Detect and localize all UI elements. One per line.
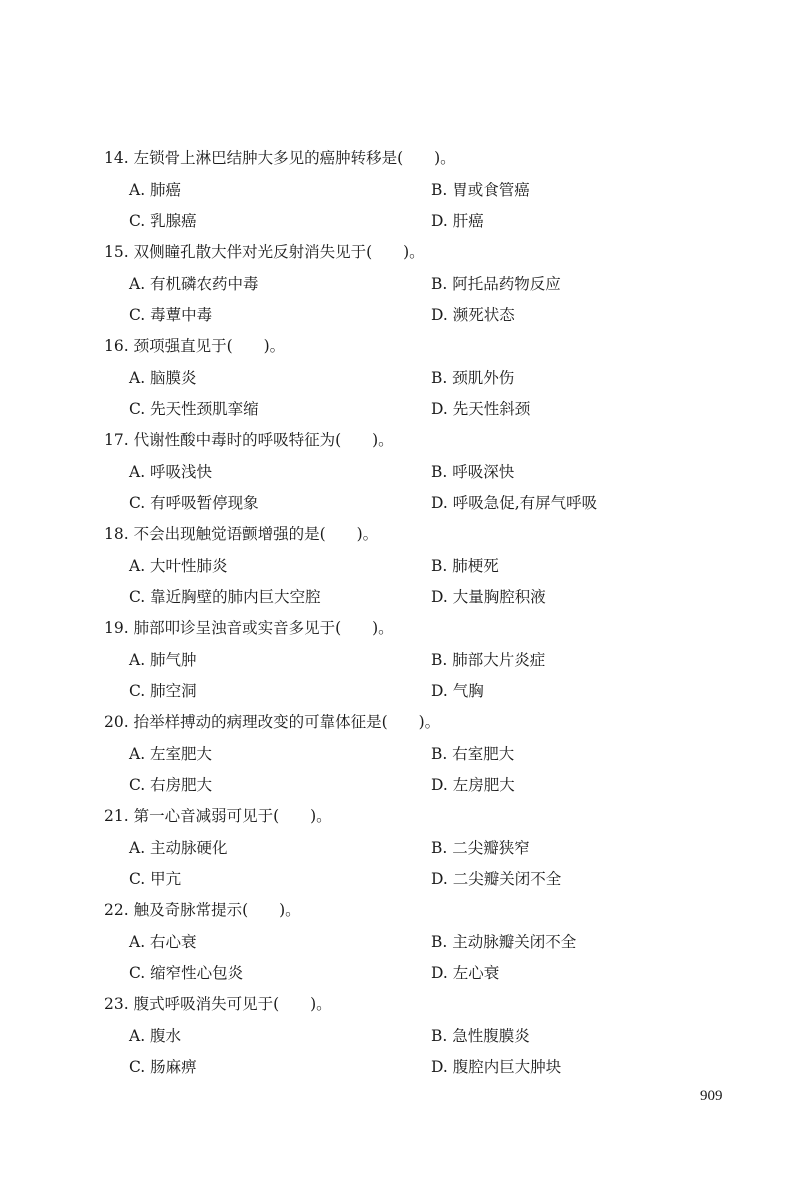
option-c: C. 靠近胸壁的肺内巨大空腔 [129,588,321,606]
option-a: A. 肺癌 [129,181,182,199]
question-stem: 19. 肺部叩诊呈浊音或实音多见于( )。 [104,619,394,637]
question-19 [0,618,796,712]
option-c: C. 缩窄性心包炎 [129,964,244,982]
option-b: B. 呼吸深快 [431,463,515,481]
option-d: D. 左心衰 [431,964,500,982]
option-b: B. 阿托品药物反应 [431,275,561,293]
question-16 [0,336,796,430]
option-a: A. 大叶性肺炎 [129,557,228,575]
question-stem: 18. 不会出现触觉语颤增强的是( )。 [104,525,379,543]
option-c: C. 有呼吸暂停现象 [129,494,259,512]
option-a: A. 右心衰 [129,933,197,951]
question-15 [0,242,796,336]
option-d: D. 腹腔内巨大肿块 [431,1058,562,1076]
option-b: B. 主动脉瓣关闭不全 [431,933,577,951]
question-stem: 20. 抬举样搏动的病理改变的可靠体征是( )。 [104,713,441,731]
question-14 [0,148,796,242]
question-18 [0,524,796,618]
option-c: C. 肺空洞 [129,682,197,700]
question-stem: 16. 颈项强直见于( )。 [104,337,286,355]
option-b: B. 颈肌外伤 [431,369,515,387]
option-c: C. 甲亢 [129,870,182,888]
option-b: B. 急性腹膜炎 [431,1027,530,1045]
option-d: D. 呼吸急促,有屏气呼吸 [431,494,598,512]
option-d: D. 二尖瓣关闭不全 [431,870,562,888]
question-stem: 22. 触及奇脉常提示( )。 [104,901,301,919]
option-d: D. 气胸 [431,682,484,700]
option-b: B. 肺梗死 [431,557,499,575]
question-21 [0,806,796,900]
option-b: B. 胃或食管癌 [431,181,530,199]
option-c: C. 先天性颈肌挛缩 [129,400,259,418]
question-20 [0,712,796,806]
page-number: 909 [700,1088,723,1104]
option-a: A. 肺气肿 [129,651,197,669]
option-a: A. 腹水 [129,1027,182,1045]
option-a: A. 脑膜炎 [129,369,197,387]
option-d: D. 肝癌 [431,212,484,230]
option-d: D. 大量胸腔积液 [431,588,546,606]
question-stem: 17. 代谢性酸中毒时的呼吸特征为( )。 [104,431,394,449]
option-a: A. 呼吸浅快 [129,463,213,481]
option-b: B. 二尖瓣狭窄 [431,839,530,857]
option-b: B. 肺部大片炎症 [431,651,546,669]
option-b: B. 右室肥大 [431,745,515,763]
question-17 [0,430,796,524]
option-d: D. 左房肥大 [431,776,515,794]
question-stem: 14. 左锁骨上淋巴结肿大多见的癌肿转移是( )。 [104,149,456,167]
option-c: C. 乳腺癌 [129,212,197,230]
question-22 [0,900,796,994]
option-d: D. 濒死状态 [431,306,515,324]
question-stem: 15. 双侧瞳孔散大伴对光反射消失见于( )。 [104,243,425,261]
option-a: A. 左室肥大 [129,745,213,763]
option-d: D. 先天性斜颈 [431,400,531,418]
option-c: C. 右房肥大 [129,776,213,794]
option-a: A. 主动脉硬化 [129,839,228,857]
question-23 [0,994,796,1088]
question-stem: 23. 腹式呼吸消失可见于( )。 [104,995,332,1013]
option-a: A. 有机磷农药中毒 [129,275,259,293]
question-stem: 21. 第一心音减弱可见于( )。 [104,807,332,825]
option-c: C. 肠麻痹 [129,1058,197,1076]
option-c: C. 毒蕈中毒 [129,306,213,324]
